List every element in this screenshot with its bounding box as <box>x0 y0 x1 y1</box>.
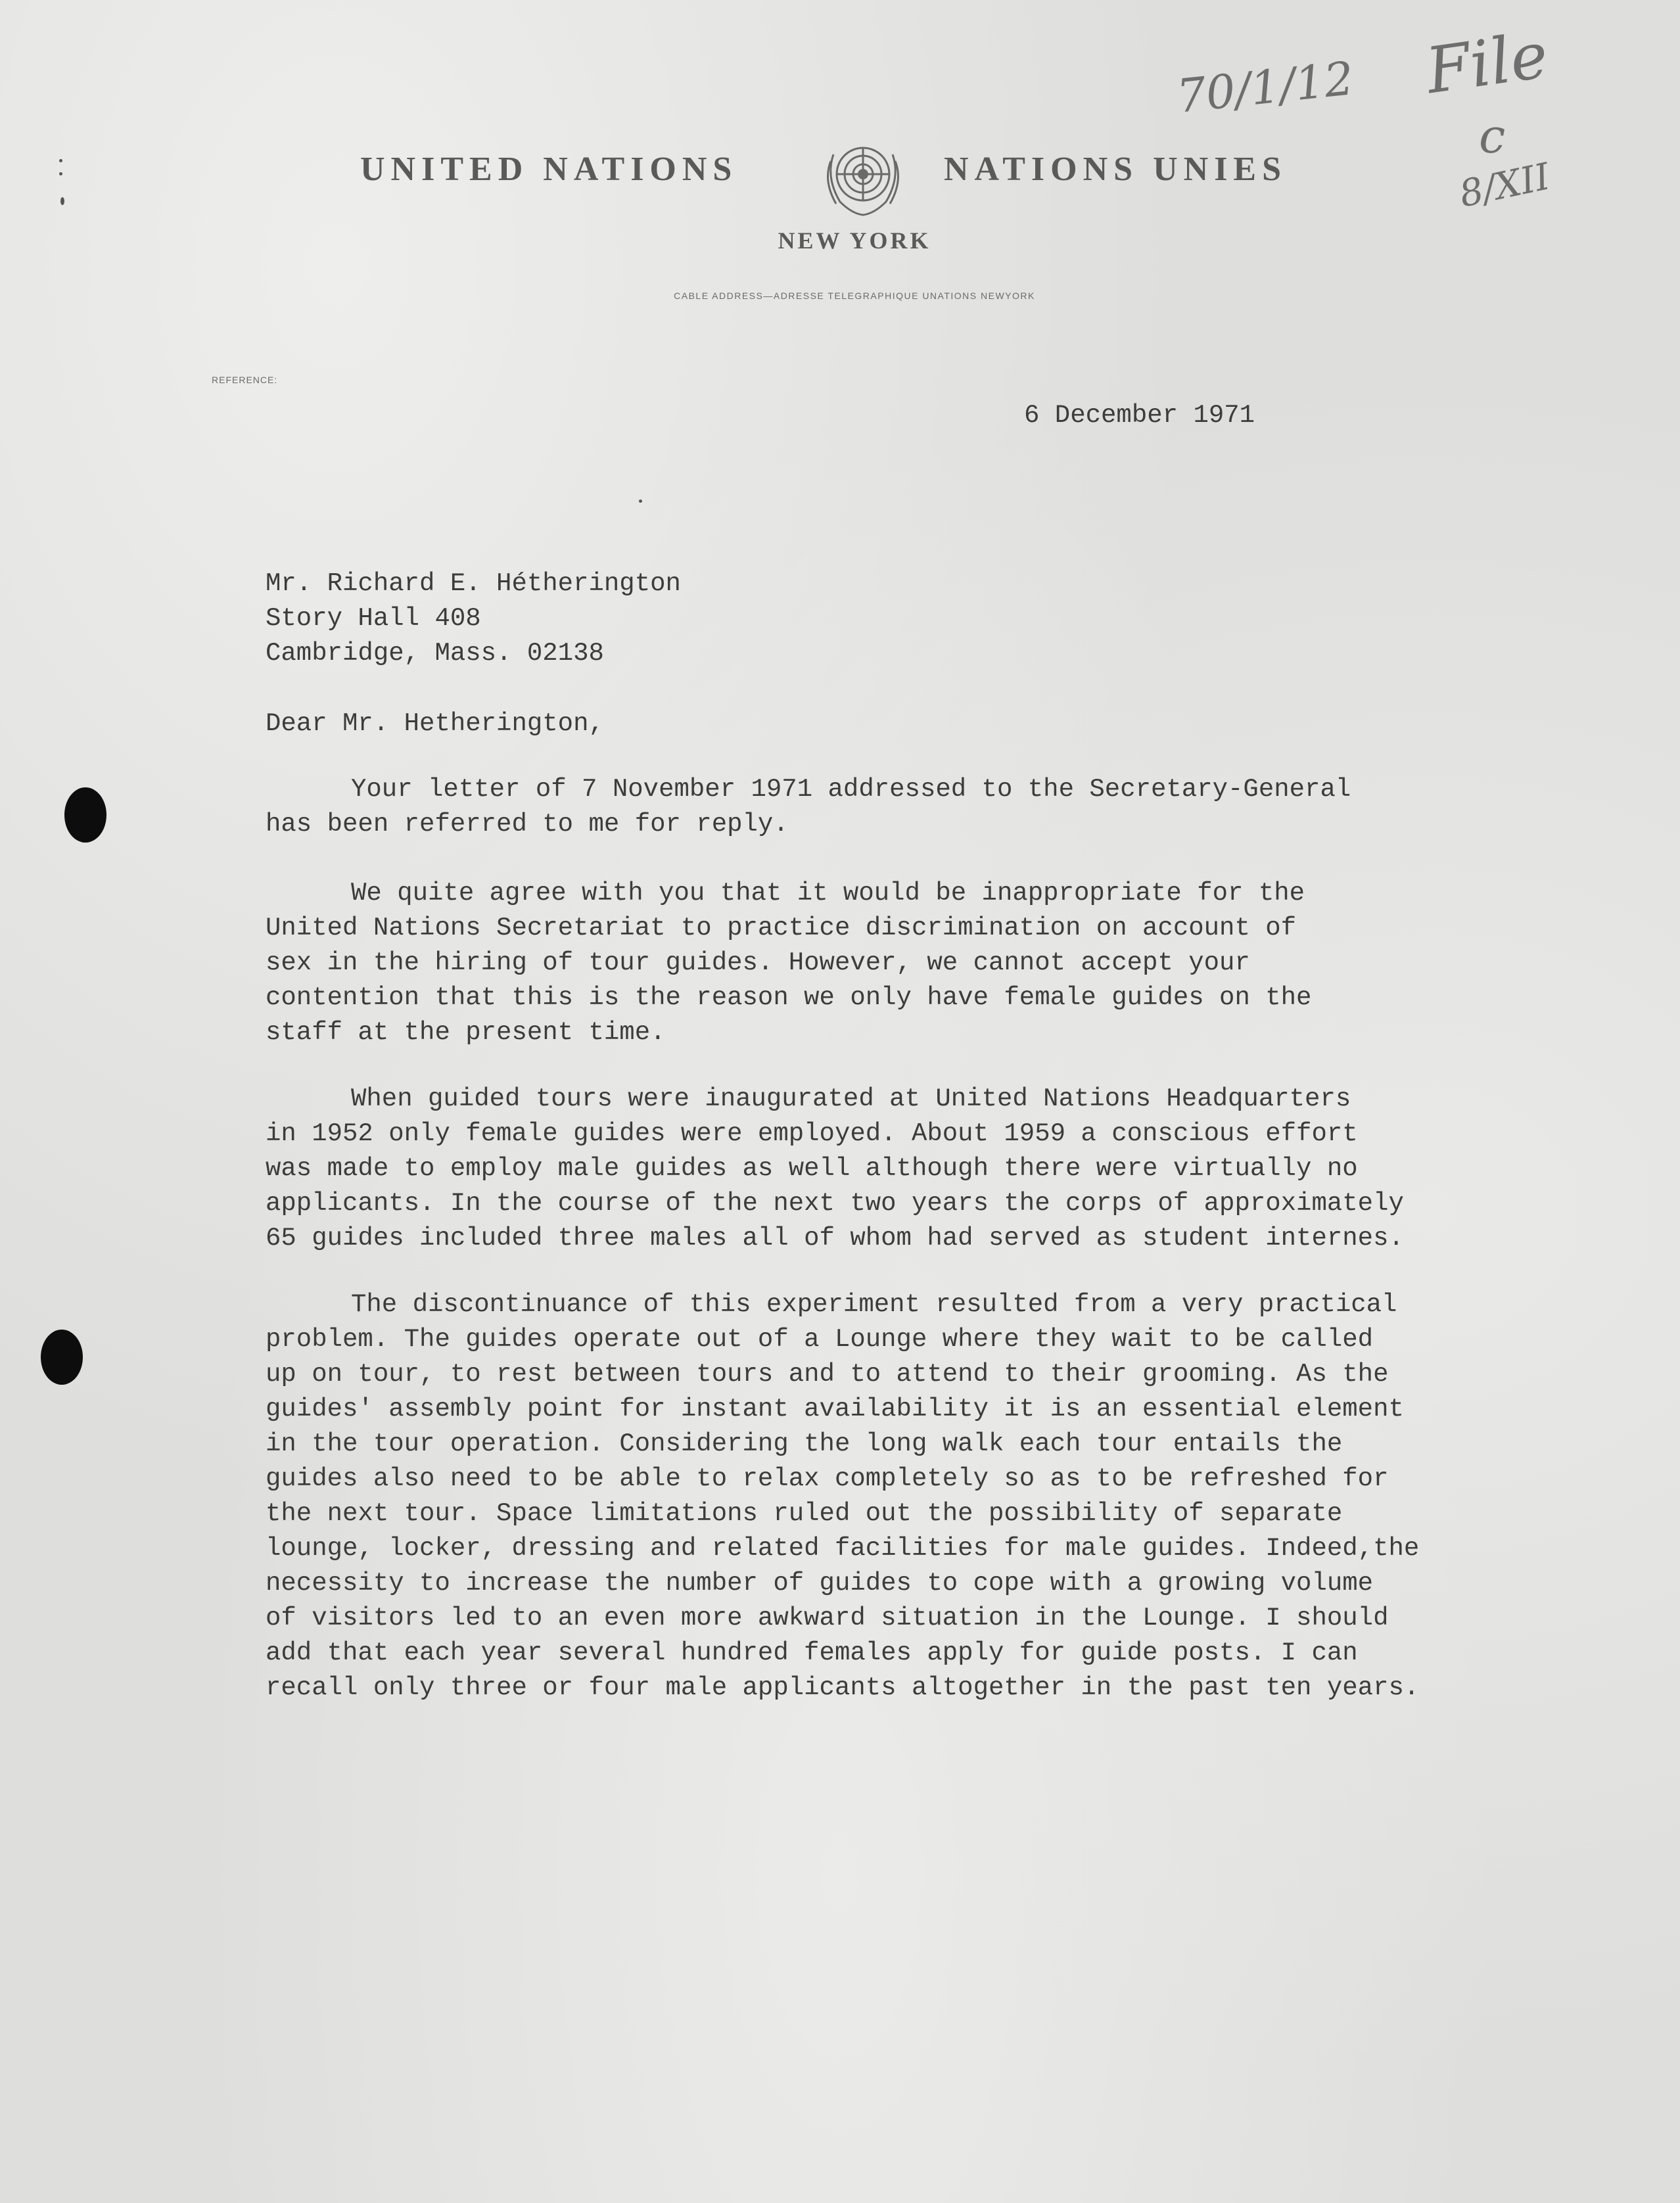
paragraph-line: Your letter of 7 November 1971 addressed to the Secretary-General <box>351 775 1351 804</box>
paragraph-line: in 1952 only female guides were employed. About 1959 a conscious effort <box>266 1119 1358 1148</box>
paragraph-line: The discontinuance of this experiment resulted from a very practical <box>351 1290 1397 1319</box>
paragraph-line: add that each year several hundred females apply for guide posts. I can <box>266 1638 1358 1667</box>
paragraph-line: staff at the present time. <box>266 1018 666 1047</box>
body-paragraph-3 <box>266 1082 1554 1256</box>
reference-label: REFERENCE: <box>212 375 278 385</box>
letterhead-city: NEW YORK <box>778 227 931 254</box>
salutation: Dear Mr. Hetherington, <box>266 709 604 738</box>
un-emblem-icon <box>814 128 912 227</box>
binder-hole-top <box>64 787 106 843</box>
handwritten-note-file: File <box>1422 18 1552 108</box>
paragraph-line: guides also need to be able to relax completely so as to be refreshed for <box>266 1464 1389 1493</box>
handwritten-note-top: 70/1/12 <box>1174 51 1357 124</box>
paragraph-line: 65 guides included three males all of whom had served as student internes. <box>266 1224 1404 1253</box>
margin-speck <box>60 197 64 205</box>
letterhead-cable-address: CABLE ADDRESS—ADRESSE TELEGRAPHIQUE UNATIONS NEWYORK <box>674 290 1035 301</box>
paragraph-line: in the tour operation. Considering the long walk each tour entails the <box>266 1429 1343 1458</box>
margin-speck <box>59 159 62 162</box>
paragraph-line: When guided tours were inaugurated at United Nations Headquarters <box>351 1084 1351 1113</box>
paragraph-line: necessity to increase the number of guides to cope with a growing volume <box>266 1569 1374 1598</box>
body-paragraph-2 <box>266 876 1554 1050</box>
paragraph-line: guides' assembly point for instant availability it is an essential element <box>266 1395 1404 1424</box>
paragraph-line: United Nations Secretariat to practice discrimination on account of <box>266 914 1297 942</box>
binder-hole-bottom <box>41 1330 83 1385</box>
handwritten-note-c: c <box>1479 108 1506 164</box>
paragraph-line: problem. The guides operate out of a Lounge where they wait to be called <box>266 1325 1374 1354</box>
body-paragraph-4 <box>266 1287 1554 1705</box>
paragraph-line: up on tour, to rest between tours and to attend to their grooming. As the <box>266 1360 1389 1389</box>
paragraph-line: contention that this is the reason we only have female guides on the <box>266 983 1312 1012</box>
paragraph-line: lounge, locker, dressing and related facilities for male guides. Indeed,the <box>266 1534 1420 1563</box>
paragraph-line: has been referred to me for reply. <box>266 810 789 839</box>
letterhead-org-en: UNITED NATIONS <box>360 151 738 188</box>
letterhead-org-fr: NATIONS UNIES <box>944 151 1288 188</box>
body-paragraph-1 <box>266 772 1554 842</box>
paragraph-line: of visitors led to an even more awkward situation in the Lounge. I should <box>266 1604 1389 1633</box>
letter-date: 6 December 1971 <box>1024 401 1255 430</box>
recipient-address-line-1: Story Hall 408 <box>266 604 481 633</box>
paragraph-line: applicants. In the course of the next two years the corps of approximately <box>266 1189 1404 1218</box>
margin-speck <box>59 172 62 175</box>
paragraph-line: sex in the hiring of tour guides. However, we cannot accept your <box>266 948 1250 977</box>
paragraph-line: recall only three or four male applicants altogether in the past ten years. <box>266 1673 1420 1702</box>
recipient-name: Mr. Richard E. Hétherington <box>266 569 681 598</box>
paragraph-line: We quite agree with you that it would be inappropriate for the <box>351 879 1305 908</box>
margin-speck <box>639 499 642 503</box>
paragraph-line: was made to employ male guides as well although there were virtually no <box>266 1154 1358 1183</box>
paragraph-line: the next tour. Space limitations ruled out the possibility of separate <box>266 1499 1343 1528</box>
recipient-address-line-2: Cambridge, Mass. 02138 <box>266 639 604 668</box>
handwritten-note-initials: 8/XII <box>1455 155 1554 216</box>
